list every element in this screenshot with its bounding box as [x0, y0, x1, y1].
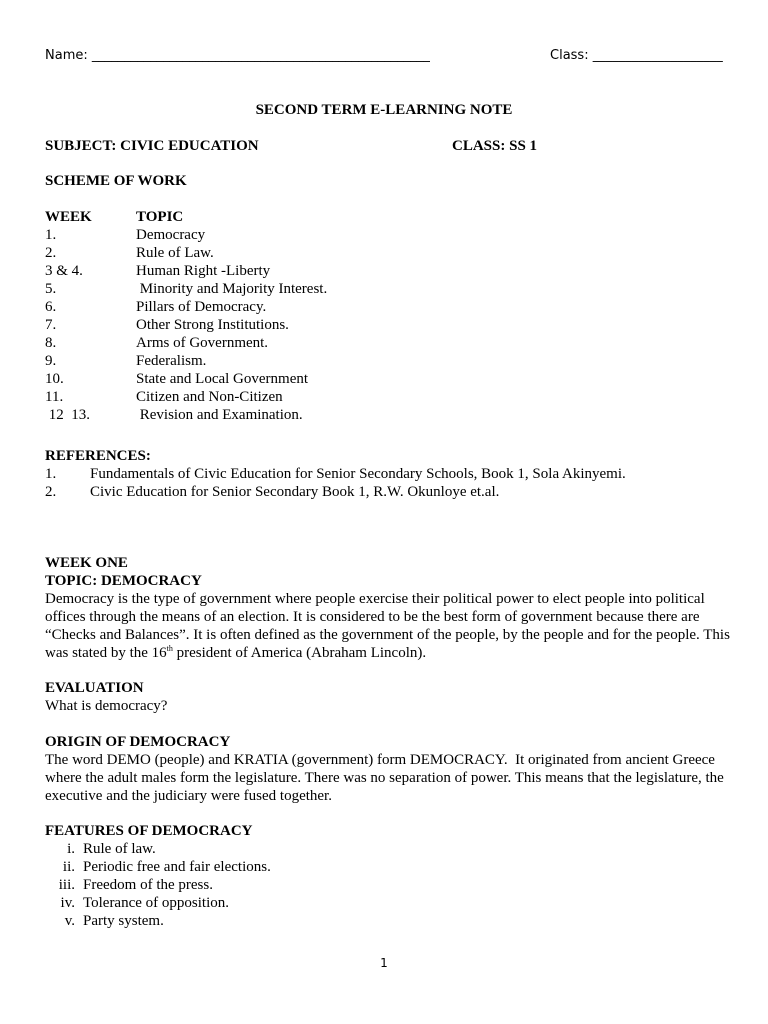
reference-number: 1.: [45, 466, 57, 482]
evaluation-question: What is democracy?: [45, 698, 168, 714]
evaluation-heading: EVALUATION: [45, 680, 144, 696]
week-number: 7.: [45, 317, 57, 333]
week-number: 5.: [45, 281, 57, 297]
week-number: 12 13.: [45, 407, 90, 423]
week-topic: Rule of Law.: [136, 245, 214, 261]
list-item: [38, 876, 438, 894]
week-topic: Human Right -Liberty: [136, 263, 271, 279]
list-item: [38, 858, 438, 876]
week-one-heading: WEEK ONE: [45, 555, 128, 571]
week-topic: Minority and Majority Interest.: [136, 281, 328, 297]
name-field-label: Name: ____________________________________________________: [45, 48, 430, 63]
week-number: 11.: [45, 389, 64, 405]
class-info: CLASS: SS 1: [452, 138, 538, 154]
week-topic: Pillars of Democracy.: [136, 299, 267, 315]
week-number: 8.: [45, 335, 57, 351]
week-number: 6.: [45, 299, 57, 315]
origin-text: The word DEMO (people) and KRATIA (government) form DEMOCRACY. It originated from ancient Greece where the adult males form the legislature. There was no separation of power. This means that the legislature, the executive and the judiciary were fused together.: [45, 752, 728, 804]
week-column-header: WEEK: [45, 209, 92, 225]
list-item: [38, 912, 438, 930]
reference-text: Fundamentals of Civic Education for Senior Secondary Schools, Book 1, Sola Akinyemi.: [90, 466, 626, 482]
week-number: 1.: [45, 227, 57, 243]
week-number: 9.: [45, 353, 57, 369]
feature-text: Rule of law.: [83, 841, 156, 857]
definition-text-end: president of America (Abraham Lincoln).: [172, 645, 427, 661]
feature-numeral: v.: [64, 913, 75, 929]
class-field-label: Class: ____________________: [550, 48, 723, 63]
feature-text: Tolerance of opposition.: [83, 895, 229, 911]
week-topic: Federalism.: [136, 353, 207, 369]
week-topic: State and Local Government: [136, 371, 309, 387]
page-title: SECOND TERM E-LEARNING NOTE: [255, 102, 513, 118]
feature-numeral: i.: [67, 841, 75, 857]
feature-text: Periodic free and fair elections.: [83, 859, 271, 875]
reference-number: 2.: [45, 484, 57, 500]
scheme-heading: SCHEME OF WORK: [45, 173, 187, 189]
week-number: 3 & 4.: [45, 263, 83, 279]
week-number: 2.: [45, 245, 57, 261]
features-heading: FEATURES OF DEMOCRACY: [45, 823, 253, 839]
week-topic: Other Strong Institutions.: [136, 317, 289, 333]
feature-text: Party system.: [83, 913, 164, 929]
democracy-definition: [45, 590, 735, 662]
list-item: [38, 840, 438, 858]
references-heading: REFERENCES:: [45, 448, 151, 464]
week-one-topic: TOPIC: DEMOCRACY: [45, 573, 202, 589]
origin-heading: ORIGIN OF DEMOCRACY: [45, 734, 231, 750]
definition-text: Democracy is the type of government where people exercise their political power to elect people into political offices through the means of an election. It is considered to be the best form of government because there are “Checks and Balances”. It is often defined as the government of the people, by the people and for the people. This was stated by the 16: [45, 591, 730, 661]
topic-column-header: TOPIC: [136, 209, 184, 225]
week-topic: Citizen and Non-Citizen: [136, 389, 283, 405]
feature-numeral: ii.: [62, 859, 75, 875]
week-number: 10.: [45, 371, 64, 387]
week-topic: Democracy: [136, 227, 206, 243]
week-topic: Revision and Examination.: [136, 407, 303, 423]
week-topic: Arms of Government.: [136, 335, 269, 351]
feature-text: Freedom of the press.: [83, 877, 213, 893]
list-item: [38, 894, 438, 912]
ordinal-suffix: th: [166, 644, 173, 653]
feature-numeral: iv.: [60, 895, 75, 911]
subject-label: SUBJECT: CIVIC EDUCATION: [45, 138, 259, 154]
reference-text: Civic Education for Senior Secondary Book 1, R.W. Okunloye et.al.: [90, 484, 500, 500]
page-number: 1: [380, 956, 388, 970]
feature-numeral: iii.: [58, 877, 75, 893]
